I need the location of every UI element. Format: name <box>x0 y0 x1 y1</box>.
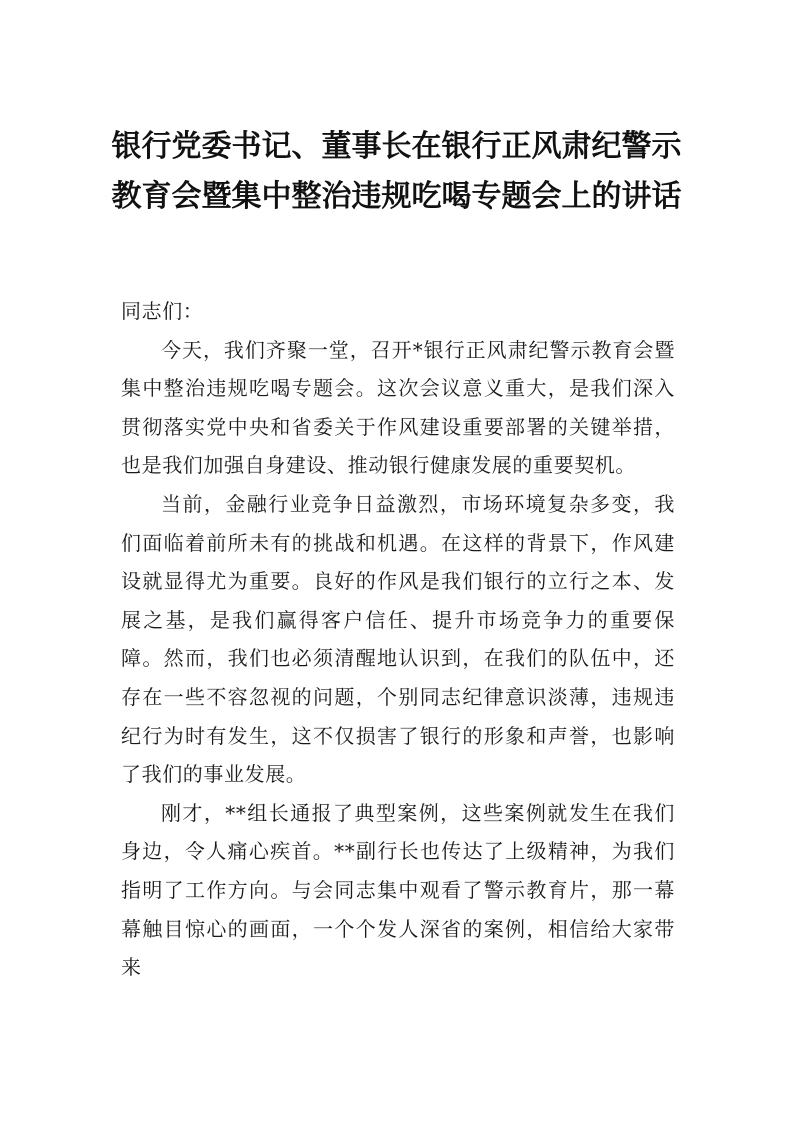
paragraph-1: 今天，我们齐聚一堂，召开*银行正风肃纪警示教育会暨集中整治违规吃喝专题会。这次会议意义重大，是我们深入贯彻落实党中央和省委关于作风建设重要部署的关键举措，也是我们加强自身建设、推动银行健康发展的重要契机。 <box>121 337 675 478</box>
paragraph-2: 当前，金融行业竞争日益激烈，市场环境复杂多变，我们面临着前所未有的挑战和机遇。在这样的背景下，作风建设就显得尤为重要。良好的作风是我们银行的立行之本、发展之基，是我们赢得客户信任、提升市场竞争力的重要保障。然而，我们也必须清醒地认识到，在我们的队伍中，还存在一些不容忽视的问题，个别同志纪律意识淡薄，违规违纪行为时有发生，这不仅损害了银行的形象和声誉，也影响了我们的事业发展。 <box>121 491 675 787</box>
document-title: 银行党委书记、董事长在银行正风肃纪警示教育会暨集中整治违规吃喝专题会上的讲话 <box>111 129 682 214</box>
salutation: 同志们： <box>121 299 204 323</box>
document-body <box>121 292 675 987</box>
paragraph-3: 刚才，**组长通报了典型案例，这些案例就发生在我们身边，令人痛心疾首。**副行长也传达了上级精神，为我们指明了工作方向。与会同志集中观看了警示教育片，那一幕幕触目惊心的画面，一个个发人深省的案例，相信给大家带来 <box>121 800 675 980</box>
